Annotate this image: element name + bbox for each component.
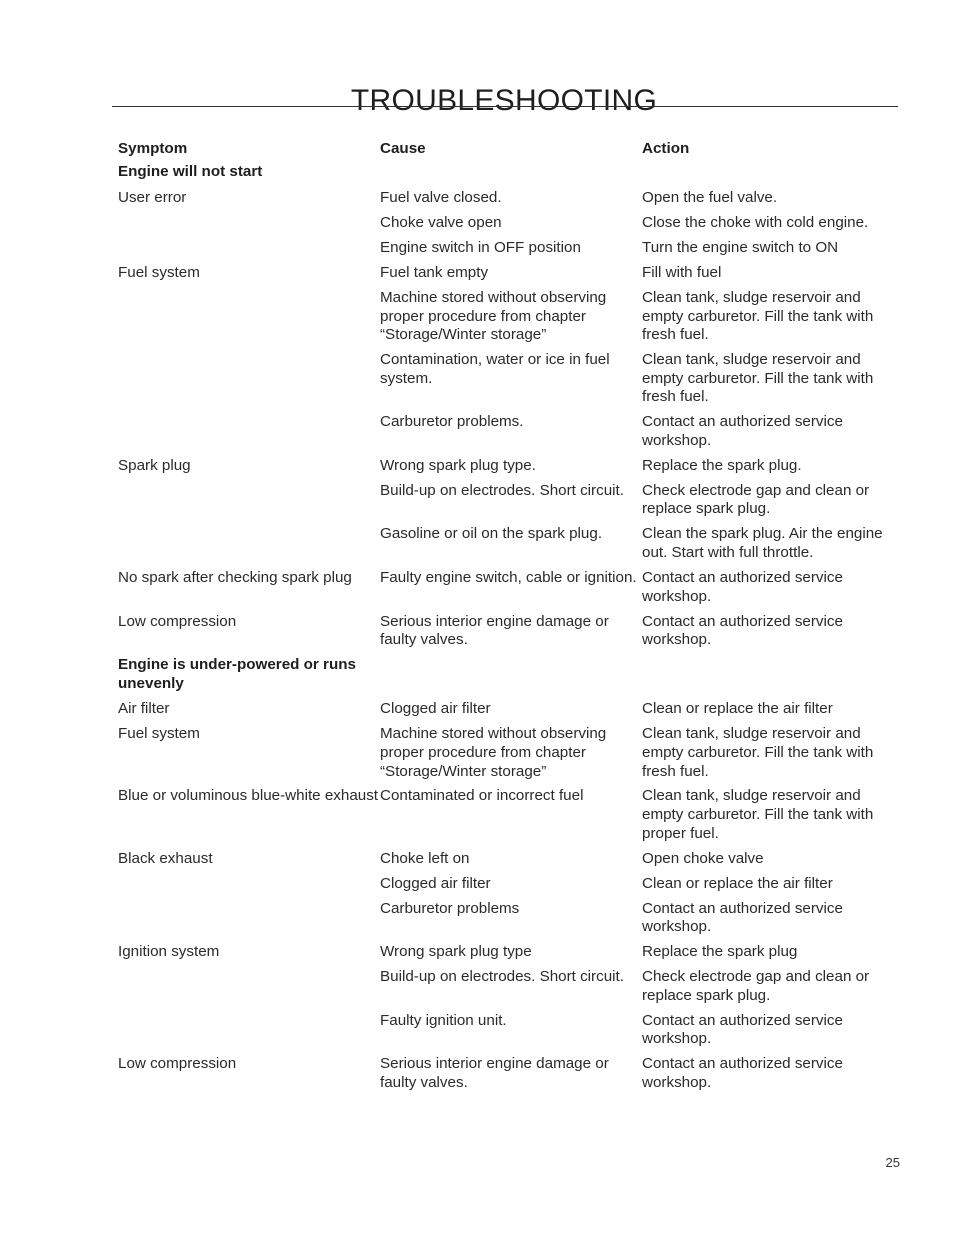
section-heading-row (118, 163, 898, 182)
cause-cell: Machine stored without observing proper procedure from chapter “Storage/Winter storage” (380, 725, 607, 780)
action-cell: Clean or replace the air filter (642, 874, 833, 892)
symptom-cell: User error (118, 188, 187, 206)
symptom-cell: Low compression (118, 612, 237, 630)
cause-cell: Carburetor problems. (380, 413, 524, 431)
table-row (118, 900, 898, 937)
column-header-symptom: Symptom (118, 140, 188, 157)
symptom-cell: Spark plug (118, 456, 191, 474)
symptom-cell (118, 289, 380, 345)
action-cell: Contact an authorized service workshop. (642, 1055, 843, 1091)
table-row (118, 189, 898, 208)
table-row (118, 239, 898, 258)
table-row (118, 1012, 898, 1049)
action-cell: Turn the engine switch to ON (642, 238, 839, 256)
action-cell: Contact an authorized service workshop. (642, 1011, 843, 1048)
column-header-action: Action (642, 140, 690, 157)
page-title: TROUBLESHOOTING (350, 84, 658, 118)
symptom-cell (118, 525, 380, 562)
action-cell: Contact an authorized service workshop. (642, 413, 843, 449)
symptom-cell (118, 968, 380, 1005)
symptom-cell: Black exhaust (118, 849, 213, 867)
action-cell: Check electrode gap and clean or replace spark plug. (642, 968, 870, 1004)
cause-cell: Build-up on electrodes. Short circuit. (380, 481, 624, 499)
table-header-row (118, 140, 898, 159)
symptom-cell: No spark after checking spark plug (118, 568, 352, 586)
symptom-cell (118, 482, 380, 519)
table-row (118, 569, 898, 606)
table-row (118, 214, 898, 233)
cause-cell: Machine stored without observing proper procedure from chapter “Storage/Winter storage” (380, 288, 607, 344)
cause-cell: Fuel tank empty (380, 263, 489, 281)
troubleshooting-table (118, 140, 898, 1099)
action-cell: Clean or replace the air filter (642, 700, 833, 718)
cause-cell: Contamination, water or ice in fuel system. (380, 351, 610, 387)
symptom-cell: Blue or voluminous blue-white exhaust (118, 787, 379, 805)
cause-cell: Carburetor problems (380, 899, 520, 917)
cause-cell: Clogged air filter (380, 874, 491, 892)
cause-cell: Faulty ignition unit. (380, 1011, 507, 1029)
action-cell: Open choke valve (642, 849, 764, 867)
table-row (118, 1055, 898, 1092)
symptom-cell (118, 875, 380, 894)
table-row (118, 943, 898, 962)
action-cell: Clean the spark plug. Air the engine out. Start with full throttle. (642, 525, 883, 561)
table-row (118, 413, 898, 450)
table-row (118, 525, 898, 562)
cause-cell: Choke left on (380, 849, 470, 867)
page-number: 25 (885, 1155, 900, 1170)
action-cell: Fill with fuel (642, 263, 722, 281)
cause-cell: Gasoline or oil on the spark plug. (380, 525, 603, 543)
section-heading: Engine is under-powered or runs unevenly (118, 656, 356, 692)
table-row (118, 850, 898, 869)
symptom-cell (118, 214, 380, 233)
cause-cell: Serious interior engine damage or faulty valves. (380, 1055, 609, 1091)
table-row (118, 289, 898, 345)
symptom-cell: Low compression (118, 1055, 237, 1073)
symptom-cell: Fuel system (118, 263, 200, 281)
symptom-cell: Air filter (118, 700, 170, 718)
title-divider (112, 106, 898, 107)
symptom-cell: Ignition system (118, 943, 220, 961)
cause-cell: Serious interior engine damage or faulty valves. (380, 612, 609, 649)
table-row (118, 613, 898, 650)
table-row (118, 457, 898, 476)
action-cell: Contact an authorized service workshop. (642, 568, 843, 605)
action-cell: Clean tank, sludge reservoir and empty carburetor. Fill the tank with fresh fuel. (642, 725, 874, 780)
table-row (118, 968, 898, 1005)
table-row (118, 875, 898, 894)
section-heading-row (118, 656, 898, 693)
cause-cell: Contaminated or incorrect fuel (380, 787, 584, 805)
cause-cell: Build-up on electrodes. Short circuit. (380, 968, 624, 986)
cause-cell: Engine switch in OFF position (380, 238, 581, 256)
symptom-cell (118, 413, 380, 450)
cause-cell: Clogged air filter (380, 700, 491, 718)
action-cell: Replace the spark plug. (642, 456, 802, 474)
table-row (118, 351, 898, 407)
action-cell: Open the fuel valve. (642, 188, 778, 206)
action-cell: Close the choke with cold engine. (642, 213, 869, 231)
table-row (118, 482, 898, 519)
action-cell: Clean tank, sludge reservoir and empty carburetor. Fill the tank with fresh fuel. (642, 288, 874, 344)
table-row (118, 787, 898, 843)
symptom-cell: Fuel system (118, 725, 200, 743)
column-header-cause: Cause (380, 140, 426, 157)
cause-cell: Fuel valve closed. (380, 188, 502, 206)
cause-cell: Wrong spark plug type. (380, 456, 536, 474)
table-row (118, 700, 898, 719)
action-cell: Contact an authorized service workshop. (642, 899, 843, 936)
action-cell: Clean tank, sludge reservoir and empty carburetor. Fill the tank with fresh fuel. (642, 351, 874, 406)
action-cell: Clean tank, sludge reservoir and empty carburetor. Fill the tank with proper fuel. (642, 787, 874, 842)
table-row (118, 264, 898, 283)
symptom-cell (118, 1012, 380, 1049)
cause-cell: Faulty engine switch, cable or ignition. (380, 568, 637, 586)
action-cell: Check electrode gap and clean or replace spark plug. (642, 481, 870, 518)
symptom-cell (118, 239, 380, 258)
action-cell: Contact an authorized service workshop. (642, 612, 843, 649)
section-heading: Engine will not start (118, 163, 263, 181)
symptom-cell (118, 900, 380, 937)
cause-cell: Choke valve open (380, 213, 502, 231)
symptom-cell (118, 351, 380, 407)
cause-cell: Wrong spark plug type (380, 943, 532, 961)
action-cell: Replace the spark plug (642, 943, 798, 961)
table-row (118, 725, 898, 781)
